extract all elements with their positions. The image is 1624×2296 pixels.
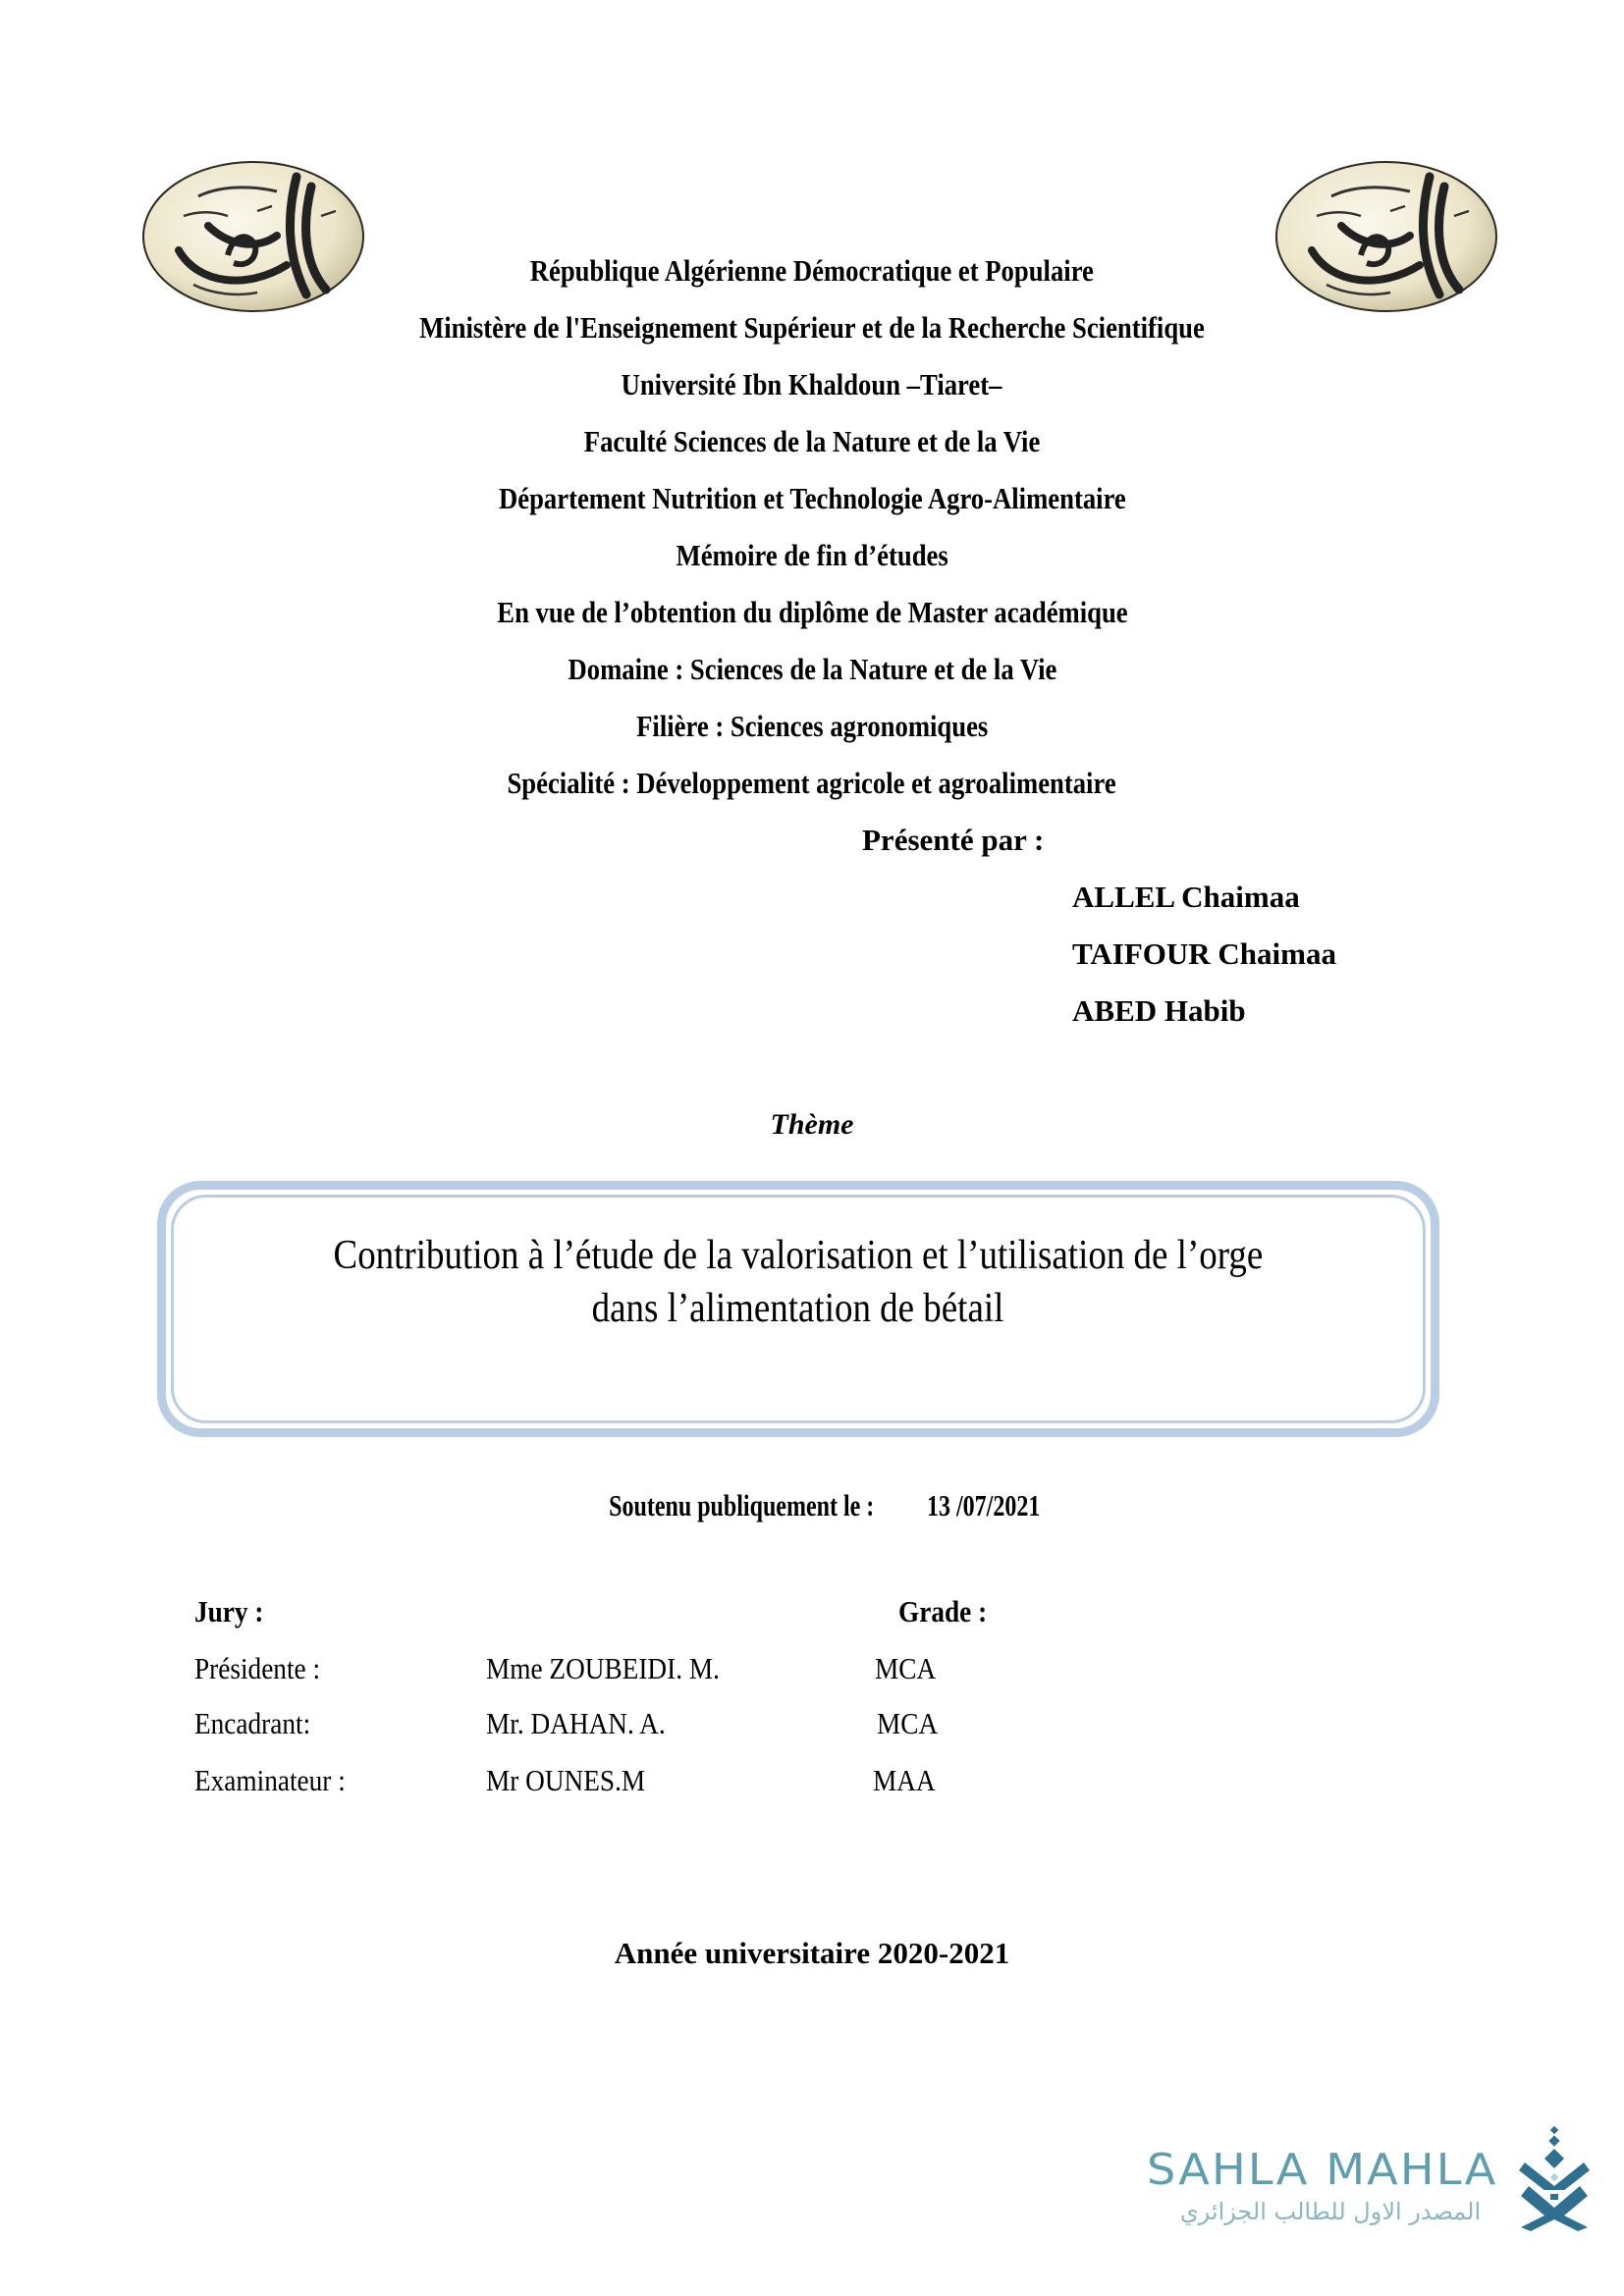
university-logo-right — [1272, 157, 1500, 316]
defense-date: 13 /07/2021 — [927, 1488, 1041, 1522]
theme-label: Thème — [770, 1108, 854, 1141]
header-university — [0, 365, 1624, 404]
presented-by-label: Présenté par : — [862, 823, 1045, 857]
header-text: Département Nutrition et Technologie Agro-Alimentaire — [498, 481, 1126, 515]
header-domain — [0, 650, 1624, 689]
jury-name-text: Mr OUNES.M — [486, 1763, 646, 1797]
header-text: Domaine : Sciences de la Nature et de la Vie — [568, 652, 1056, 686]
header-text: Filière : Sciences agronomiques — [635, 709, 989, 743]
academic-year: Année universitaire 2020-2021 — [614, 1936, 1010, 1970]
jury-name-text: Mme ZOUBEIDI. M. — [486, 1651, 720, 1685]
theme-title-line-2: dans l’alimentation de bétail — [592, 1286, 1004, 1331]
header-republic — [0, 251, 1624, 291]
jury-role-text: Présidente : — [194, 1651, 321, 1685]
jury-grade-text: MCA — [875, 1651, 937, 1685]
jury-name — [486, 1761, 667, 1800]
header-text: Faculté Sciences de la Nature et de la Vie — [583, 424, 1041, 458]
header-text: Université Ibn Khaldoun –Tiaret– — [622, 367, 1002, 401]
theme-box — [157, 1181, 1439, 1437]
jury-header-label: Jury : — [194, 1594, 264, 1629]
theme-title — [166, 1229, 1431, 1335]
jury-name-text: Mr. DAHAN. A. — [486, 1706, 666, 1740]
header-ministry — [0, 308, 1624, 347]
jury-grade — [873, 1761, 944, 1800]
jury-role — [194, 1649, 338, 1688]
student-name: TAIFOUR Chaimaa — [1072, 936, 1336, 971]
student-name: ALLEL Chaimaa — [1072, 880, 1300, 914]
sahla-mahla-emblem-icon — [1515, 2125, 1594, 2233]
university-emblem-icon — [1272, 157, 1500, 316]
header-text: En vue de l’obtention du diplôme de Master académique — [496, 595, 1128, 629]
student-name: ABED Habib — [1072, 993, 1246, 1028]
jury-role — [194, 1704, 326, 1743]
defense-label: Soutenu publiquement le : — [609, 1488, 875, 1522]
jury-role — [194, 1761, 366, 1800]
jury-name — [486, 1649, 751, 1688]
jury-name — [486, 1704, 690, 1743]
grade-header — [898, 1592, 999, 1631]
jury-role-text: Examinateur : — [194, 1763, 346, 1797]
header-thesis-type — [0, 536, 1624, 575]
sahla-mahla-watermark — [1139, 2125, 1600, 2243]
theme-title-line-1: Contribution à l’étude de la valorisation et l’utilisation de l’orge — [333, 1233, 1264, 1278]
jury-grade — [877, 1704, 947, 1743]
header-field — [0, 707, 1624, 746]
header-department — [0, 479, 1624, 518]
header-text: Ministère de l'Enseignement Supérieur et de la Recherche Scientifique — [419, 310, 1205, 345]
watermark-subtitle: المصدر الاول للطالب الجزائري — [1179, 2198, 1482, 2225]
jury-grade-text: MAA — [873, 1763, 936, 1797]
jury-grade — [875, 1649, 945, 1688]
jury-grade-text: MCA — [877, 1706, 939, 1740]
header-specialty — [0, 764, 1624, 803]
header-text: République Algérienne Démocratique et Populaire — [529, 253, 1095, 288]
university-emblem-icon — [139, 157, 367, 316]
jury-header — [194, 1592, 273, 1631]
header-text: Spécialité : Développement agricole et agroalimentaire — [507, 766, 1117, 800]
header-faculty — [0, 422, 1624, 461]
defense-line — [0, 1447, 1624, 1525]
header-text: Mémoire de fin d’études — [676, 538, 948, 572]
jury-role-text: Encadrant: — [194, 1706, 311, 1740]
header-degree — [0, 593, 1624, 632]
university-logo-left — [139, 157, 367, 316]
watermark-title: SAHLA MAHLA — [1147, 2145, 1498, 2195]
grade-header-label: Grade : — [898, 1594, 988, 1629]
